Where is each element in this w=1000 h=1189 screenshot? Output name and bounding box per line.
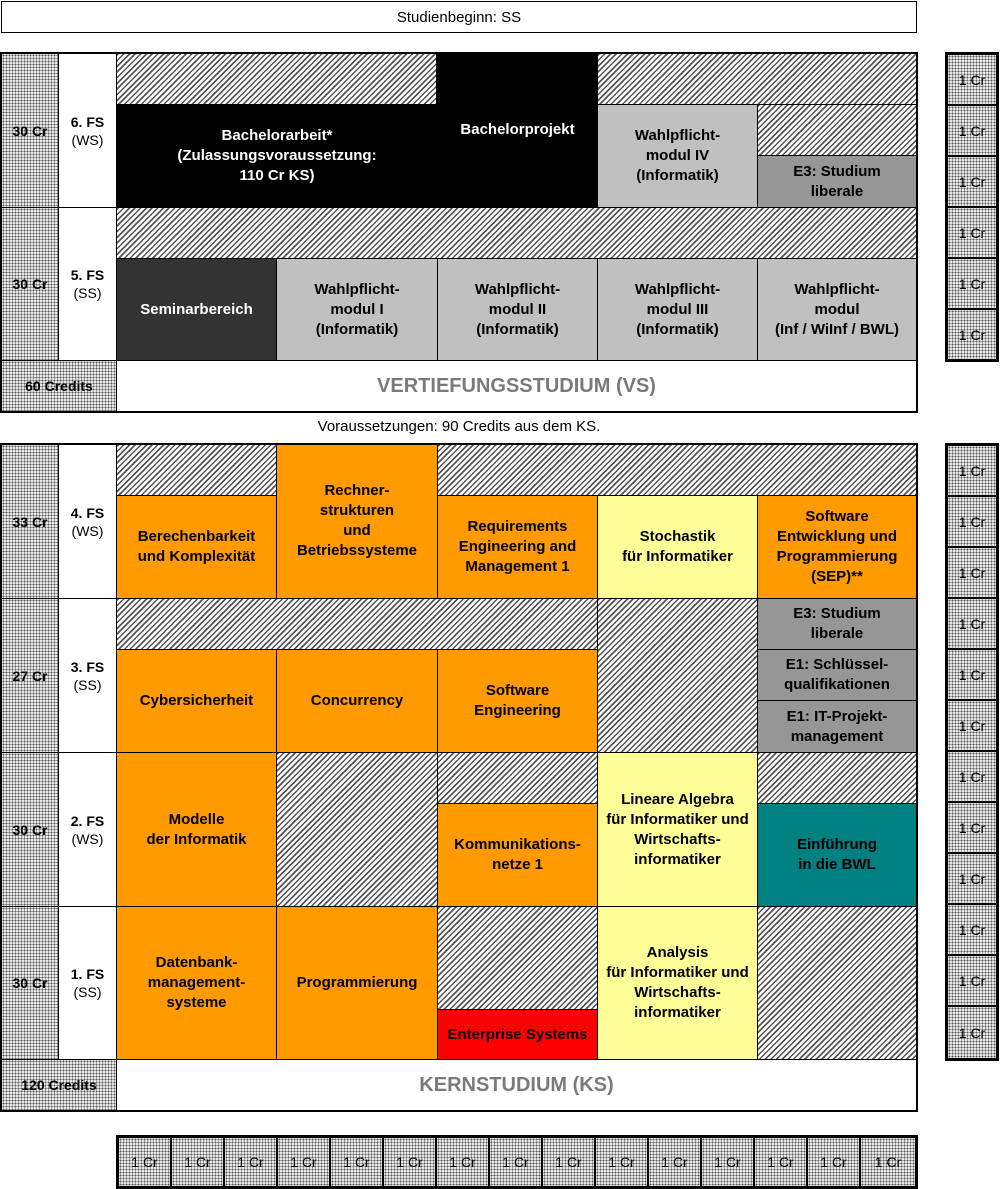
module-wahlpflicht-i: Wahlpflicht- modul I (Informatik)	[276, 258, 438, 361]
credit-unit: 1 Cr	[860, 1137, 916, 1187]
credit-unit: 1 Cr	[701, 1137, 754, 1187]
vs-sem6-credits: 30 Cr	[1, 53, 59, 208]
credit-unit: 1 Cr	[436, 1137, 489, 1187]
ks-sem3-number: 3. FS	[70, 658, 105, 675]
module-seminarbereich: Seminarbereich	[116, 258, 277, 361]
credit-unit: 1 Cr	[947, 105, 997, 156]
vs-title: VERTIEFUNGSSTUDIUM (VS)	[116, 360, 917, 412]
credit-unit: 1 Cr	[947, 309, 997, 360]
module-datenbank: Datenbank- management- systeme	[116, 906, 277, 1060]
ks-total-credits: 120 Credits	[1, 1059, 117, 1111]
credit-unit: 1 Cr	[595, 1137, 648, 1187]
study-start-banner	[1, 1, 917, 33]
credit-unit: 1 Cr	[330, 1137, 383, 1187]
module-enterprise-systems: Enterprise Systems	[437, 1009, 598, 1060]
credit-unit: 1 Cr	[947, 258, 997, 309]
module-lineare-algebra: Lineare Algebra für Informatiker und Wirtschafts- informatiker	[597, 752, 758, 907]
vs-sem5-number: 5. FS	[70, 267, 105, 283]
vs-prerequisites: Voraussetzungen: 90 Credits aus dem KS.	[317, 418, 601, 435]
credit-unit: 1 Cr	[947, 904, 997, 955]
credit-unit: 1 Cr	[947, 853, 997, 904]
study-start-label: Studienbeginn: SS	[396, 8, 522, 26]
credit-unit: 1 Cr	[542, 1137, 595, 1187]
module-requirements: Requirements Engineering and Management 1	[437, 495, 598, 599]
module-programmierung: Programmierung	[276, 906, 438, 1060]
ks-sem1-term: (SS)	[73, 984, 102, 1000]
module-stochastik: Stochastik für Informatiker	[597, 495, 758, 599]
ks-sem1-number: 1. FS	[70, 966, 105, 982]
module-analysis: Analysis für Informatiker und Wirtschafts- informatiker	[597, 906, 758, 1060]
ks-sem3-term: (SS)	[73, 676, 102, 693]
module-bachelorprojekt: Bachelorprojekt	[437, 53, 598, 208]
credit-unit: 1 Cr	[947, 445, 997, 496]
credit-unit: 1 Cr	[171, 1137, 224, 1187]
ks-sem4-number: 4. FS	[70, 504, 105, 521]
module-bachelorarbeit: Bachelorarbeit* (Zulassungsvoraussetzung: 110 Cr KS)	[116, 104, 438, 208]
module-wahlpflicht-inf: Wahlpflicht- modul (Inf / WiInf / BWL)	[757, 258, 917, 361]
module-berechenbarkeit: Berechenbarkeit und Komplexität	[116, 495, 277, 599]
module-kommunikationsnetze: Kommunikations- netze 1	[437, 803, 598, 907]
credit-unit: 1 Cr	[224, 1137, 277, 1187]
module-modelle: Modelle der Informatik	[116, 752, 277, 907]
credit-unit: 1 Cr	[118, 1137, 171, 1187]
module-it-projektmanagement: E1: IT-Projekt- management	[757, 700, 917, 753]
ks-title: KERNSTUDIUM (KS)	[116, 1059, 917, 1111]
vs-frame	[0, 52, 918, 413]
credit-unit: 1 Cr	[648, 1137, 701, 1187]
vs-sem5-term: (SS)	[73, 285, 102, 301]
module-studium-liberale-ks: E3: Studium liberale	[757, 598, 917, 650]
module-studium-liberale-vs: E3: Studium liberale	[757, 155, 917, 208]
credit-unit: 1 Cr	[383, 1137, 436, 1187]
module-sep: Software Entwicklung und Programmierung (SEP)**	[757, 495, 917, 599]
credit-unit: 1 Cr	[754, 1137, 807, 1187]
credit-unit: 1 Cr	[947, 598, 997, 649]
vs-total-credits: 60 Credits	[1, 360, 117, 412]
module-rechnerstrukturen: Rechner- strukturen und Betriebssysteme	[276, 444, 438, 599]
vs-sem6-number: 6. FS	[70, 113, 105, 130]
credit-unit: 1 Cr	[947, 955, 997, 1006]
module-wahlpflicht-iii: Wahlpflicht- modul III (Informatik)	[597, 258, 758, 361]
ks-frame	[0, 443, 918, 1112]
module-software-engineering: Software Engineering	[437, 649, 598, 753]
module-cybersicherheit: Cybersicherheit	[116, 649, 277, 753]
credit-unit: 1 Cr	[947, 649, 997, 700]
ks-sem2-term: (WS)	[71, 830, 104, 847]
credit-unit: 1 Cr	[947, 547, 997, 598]
ks-sem4-term: (WS)	[71, 522, 104, 539]
credit-unit: 1 Cr	[947, 751, 997, 802]
credit-unit: 1 Cr	[947, 54, 997, 105]
credit-unit: 1 Cr	[947, 700, 997, 751]
module-schluesselqualifikationen: E1: Schlüssel- qualifikationen	[757, 649, 917, 701]
credit-unit: 1 Cr	[807, 1137, 860, 1187]
credit-unit: 1 Cr	[489, 1137, 542, 1187]
ks-sem2-credits: 30 Cr	[1, 752, 59, 907]
credit-unit: 1 Cr	[947, 802, 997, 853]
credit-unit: 1 Cr	[947, 156, 997, 207]
credit-unit: 1 Cr	[947, 1006, 997, 1059]
module-wahlpflicht-iv: Wahlpflicht- modul IV (Informatik)	[597, 104, 758, 208]
credit-unit: 1 Cr	[947, 496, 997, 547]
module-einfuehrung-bwl: Einführung in die BWL	[757, 803, 917, 907]
module-wahlpflicht-ii: Wahlpflicht- modul II (Informatik)	[437, 258, 598, 361]
module-concurrency: Concurrency	[276, 649, 438, 753]
credit-unit: 1 Cr	[947, 207, 997, 258]
credit-unit: 1 Cr	[277, 1137, 330, 1187]
ks-sem3-credits: 27 Cr	[1, 598, 59, 753]
ks-sem1-credits: 30 Cr	[1, 906, 59, 1060]
ks-sem4-credits: 33 Cr	[1, 444, 59, 599]
vs-sem5-credits: 30 Cr	[1, 207, 59, 361]
ks-sem2-number: 2. FS	[70, 812, 105, 829]
vs-sem6-term: (WS)	[71, 131, 104, 148]
